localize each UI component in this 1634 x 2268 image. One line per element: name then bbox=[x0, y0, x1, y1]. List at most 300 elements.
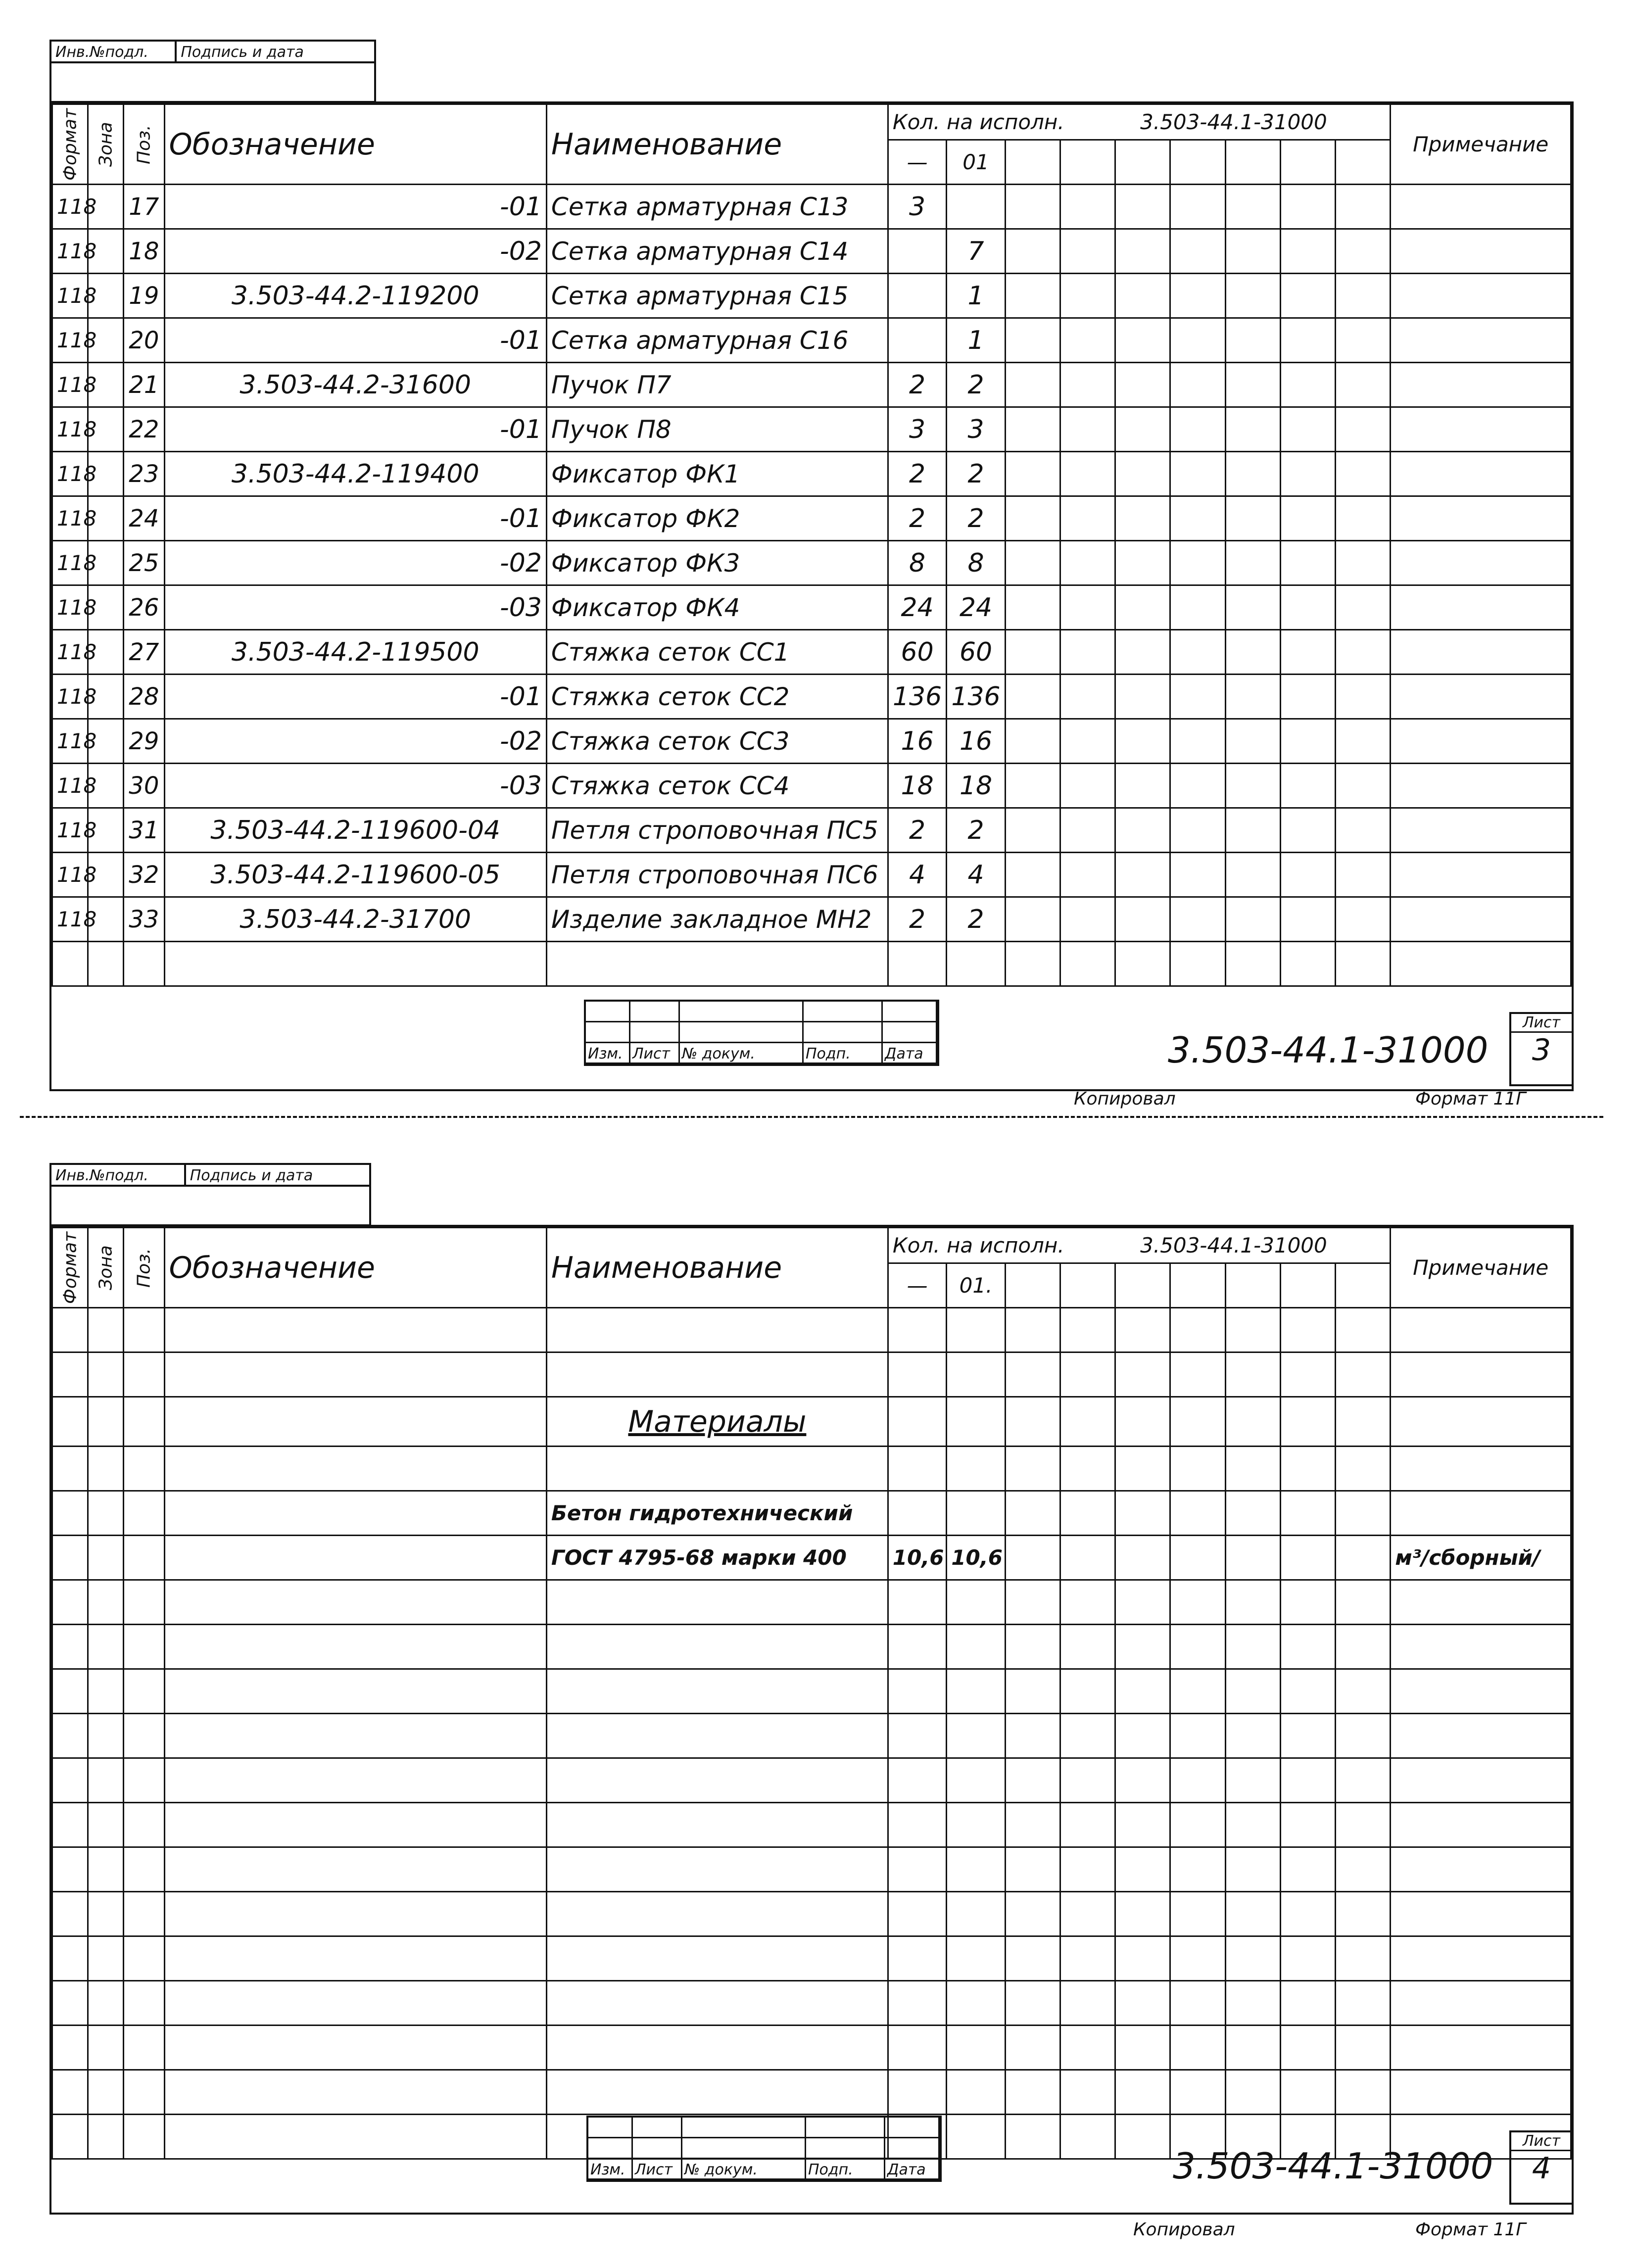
row-designation: 3.503-44.2-119600-05 bbox=[164, 853, 546, 897]
row-format: 118 bbox=[52, 229, 88, 274]
row-qty-empty bbox=[1005, 541, 1060, 585]
cell bbox=[1225, 1714, 1280, 1758]
row-name: Петля строповочная ПС6 bbox=[546, 853, 888, 897]
tb-list-4: Лист bbox=[633, 2159, 682, 2180]
tb-doc-4: № докум. bbox=[682, 2159, 806, 2180]
row-name: Стяжка сеток СС1 bbox=[546, 630, 888, 675]
row-qty-1 bbox=[888, 229, 946, 274]
row-name: Фиксатор ФК2 bbox=[546, 496, 888, 541]
row-format: 118 bbox=[52, 496, 88, 541]
row-format: 118 bbox=[52, 764, 88, 808]
cell bbox=[546, 1669, 888, 1714]
cell bbox=[88, 2026, 124, 2070]
row-designation: -01 bbox=[164, 185, 546, 229]
table-row bbox=[52, 407, 1571, 452]
cell bbox=[1005, 1669, 1060, 1714]
cell bbox=[164, 1580, 546, 1625]
col-designation-header: Обозначение bbox=[164, 104, 546, 185]
row-qty-empty bbox=[1280, 675, 1335, 719]
spec-table-3 bbox=[51, 103, 1572, 987]
cell bbox=[947, 1847, 1005, 1892]
row-format: 118 bbox=[52, 452, 88, 496]
cell bbox=[1336, 1981, 1391, 2026]
row-qty-empty bbox=[1170, 764, 1225, 808]
row-designation: 3.503-44.2-31600 bbox=[164, 363, 546, 407]
row-designation: -02 bbox=[164, 229, 546, 274]
row-qty-empty bbox=[1060, 630, 1115, 675]
cell bbox=[1060, 1669, 1115, 1714]
row-qty-empty bbox=[1060, 541, 1115, 585]
spec-sheet-4 bbox=[49, 1225, 1574, 2215]
row-qty-empty bbox=[1225, 407, 1280, 452]
cell bbox=[1391, 1580, 1571, 1625]
row-qty-empty bbox=[1005, 363, 1060, 407]
row-qty-empty bbox=[1060, 318, 1115, 363]
cell bbox=[1391, 2026, 1571, 2070]
row-qty-empty bbox=[1225, 764, 1280, 808]
table-row bbox=[52, 585, 1571, 630]
row-qty-empty bbox=[1280, 808, 1335, 853]
cell bbox=[1115, 2115, 1170, 2159]
cell bbox=[1225, 1758, 1280, 1803]
row-name: Стяжка сеток СС2 bbox=[546, 675, 888, 719]
cell bbox=[164, 1936, 546, 1981]
row-pos: 32 bbox=[124, 853, 164, 897]
cell bbox=[52, 1847, 88, 1892]
cell bbox=[1170, 1669, 1225, 1714]
cell bbox=[1336, 1936, 1391, 1981]
table-row bbox=[52, 363, 1571, 407]
cell bbox=[124, 1758, 164, 1803]
row-qty-empty bbox=[1115, 185, 1170, 229]
row-qty-empty bbox=[1336, 897, 1391, 942]
col-name-header-4: Наименование bbox=[546, 1228, 888, 1308]
row-pos: 18 bbox=[124, 229, 164, 274]
row-pos: 33 bbox=[124, 897, 164, 942]
row-qty-empty bbox=[1115, 407, 1170, 452]
row-qty-empty bbox=[1060, 897, 1115, 942]
cell bbox=[1280, 2026, 1335, 2070]
cell bbox=[947, 1669, 1005, 1714]
row-designation: 3.503-44.2-119200 bbox=[164, 274, 546, 318]
cell bbox=[1391, 1625, 1571, 1669]
row-qty-empty bbox=[1170, 363, 1225, 407]
cell bbox=[88, 1714, 124, 1758]
row-qty-1: 18 bbox=[888, 764, 946, 808]
copied-3: Копировал bbox=[1074, 1089, 1176, 1109]
sheet-number-box-3 bbox=[1509, 1012, 1574, 1086]
cell bbox=[1060, 2115, 1115, 2159]
cell bbox=[52, 2115, 88, 2159]
row-format: 118 bbox=[52, 363, 88, 407]
row-qty-empty bbox=[1170, 185, 1225, 229]
row-qty-2: 4 bbox=[947, 853, 1005, 897]
table-row-blank bbox=[52, 1892, 1571, 1936]
row-qty-empty bbox=[1060, 764, 1115, 808]
cell bbox=[1005, 2026, 1060, 2070]
cell bbox=[88, 1981, 124, 2026]
row-designation: 3.503-44.2-119400 bbox=[164, 452, 546, 496]
cell bbox=[1060, 1936, 1115, 1981]
cell bbox=[947, 1714, 1005, 1758]
cell bbox=[1005, 1714, 1060, 1758]
row-note bbox=[1391, 853, 1571, 897]
row-qty-empty bbox=[1280, 541, 1335, 585]
sheet-number-4: 4 bbox=[1532, 2151, 1551, 2186]
row-format: 118 bbox=[52, 808, 88, 853]
row-designation: 3.503-44.2-119500 bbox=[164, 630, 546, 675]
cell bbox=[546, 2026, 888, 2070]
cell bbox=[1336, 1625, 1391, 1669]
row-name: Фиксатор ФК4 bbox=[546, 585, 888, 630]
cell bbox=[947, 1981, 1005, 2026]
spec-rows-4 bbox=[52, 1308, 1571, 1580]
cell bbox=[1060, 1580, 1115, 1625]
row-qty-empty bbox=[1115, 452, 1170, 496]
row-qty-2: 8 bbox=[947, 541, 1005, 585]
row-qty-empty bbox=[1060, 229, 1115, 274]
row-name: Фиксатор ФК1 bbox=[546, 452, 888, 496]
row-qty-empty bbox=[1280, 318, 1335, 363]
cell bbox=[947, 1580, 1005, 1625]
row-qty-empty bbox=[1005, 675, 1060, 719]
cell bbox=[164, 2115, 546, 2159]
material-line-1: Бетон гидротехнический bbox=[546, 1491, 888, 1536]
title-block-4 bbox=[586, 2116, 942, 2182]
row-qty-empty bbox=[1005, 318, 1060, 363]
cell bbox=[1225, 2026, 1280, 2070]
row-note bbox=[1391, 675, 1571, 719]
row-qty-empty bbox=[1115, 675, 1170, 719]
cell bbox=[1115, 1669, 1170, 1714]
row-qty-empty bbox=[1336, 853, 1391, 897]
row-designation: -01 bbox=[164, 675, 546, 719]
row-qty-empty bbox=[1115, 808, 1170, 853]
row-pos: 21 bbox=[124, 363, 164, 407]
row-format: 118 bbox=[52, 318, 88, 363]
row-qty-empty bbox=[1005, 630, 1060, 675]
row-qty-empty bbox=[1336, 185, 1391, 229]
format-4: Формат 11Г bbox=[1415, 2220, 1526, 2240]
cell bbox=[1280, 1714, 1335, 1758]
row-qty-empty bbox=[1336, 675, 1391, 719]
cell bbox=[1115, 1803, 1170, 1847]
table-row-blank bbox=[52, 1669, 1571, 1714]
cell bbox=[947, 2070, 1005, 2115]
sheet-divider bbox=[20, 1116, 1603, 1118]
cell bbox=[947, 2115, 1005, 2159]
cell bbox=[546, 1892, 888, 1936]
cell bbox=[1336, 1803, 1391, 1847]
row-qty-empty bbox=[1225, 496, 1280, 541]
row-format: 118 bbox=[52, 630, 88, 675]
cell bbox=[1391, 1669, 1571, 1714]
cell bbox=[1225, 1936, 1280, 1981]
cell bbox=[888, 1803, 946, 1847]
cell bbox=[124, 1669, 164, 1714]
tb-doc: № докум. bbox=[680, 1043, 804, 1064]
table-row bbox=[52, 185, 1571, 229]
cell bbox=[52, 2026, 88, 2070]
cell bbox=[888, 1981, 946, 2026]
material-q1: 10,6 bbox=[888, 1536, 946, 1580]
table-row bbox=[52, 541, 1571, 585]
row-qty-empty bbox=[1170, 496, 1225, 541]
material-line-2: ГОСТ 4795-68 марки 400 bbox=[546, 1536, 888, 1580]
qty-col-2-4: 01. bbox=[947, 1263, 1005, 1308]
row-pos: 22 bbox=[124, 407, 164, 452]
row-note bbox=[1391, 719, 1571, 764]
row-qty-empty bbox=[1115, 496, 1170, 541]
row-qty-empty bbox=[1060, 719, 1115, 764]
row-qty-1: 2 bbox=[888, 496, 946, 541]
cell bbox=[1005, 1936, 1060, 1981]
cell bbox=[888, 1580, 946, 1625]
row-name: Стяжка сеток СС3 bbox=[546, 719, 888, 764]
stamp-upper bbox=[49, 40, 376, 63]
cell bbox=[124, 2070, 164, 2115]
row-qty-empty bbox=[1005, 496, 1060, 541]
row-qty-2: 136 bbox=[947, 675, 1005, 719]
col-zone-header: Зона bbox=[88, 104, 124, 185]
cell bbox=[1005, 1625, 1060, 1669]
table-row bbox=[52, 719, 1571, 764]
row-qty-empty bbox=[1225, 719, 1280, 764]
cell bbox=[546, 1936, 888, 1981]
row-pos: 29 bbox=[124, 719, 164, 764]
row-qty-empty bbox=[1225, 808, 1280, 853]
row-qty-2: 1 bbox=[947, 318, 1005, 363]
row-qty-empty bbox=[1280, 229, 1335, 274]
col-format-header-4: Формат bbox=[52, 1228, 88, 1308]
cell bbox=[52, 1669, 88, 1714]
row-qty-1: 3 bbox=[888, 407, 946, 452]
col-pos-header: Поз. bbox=[124, 104, 164, 185]
col-zone-header-4: Зона bbox=[88, 1228, 124, 1308]
tb-date: Дата bbox=[883, 1043, 937, 1064]
row-qty-empty bbox=[1225, 185, 1280, 229]
row-qty-empty bbox=[1005, 764, 1060, 808]
cell bbox=[124, 1803, 164, 1847]
row-qty-empty bbox=[1225, 853, 1280, 897]
table-row bbox=[52, 318, 1571, 363]
cell bbox=[1170, 1847, 1225, 1892]
row-qty-empty bbox=[1280, 363, 1335, 407]
cell bbox=[1005, 2070, 1060, 2115]
cell bbox=[52, 1758, 88, 1803]
cell bbox=[947, 1803, 1005, 1847]
cell bbox=[88, 1669, 124, 1714]
row-qty-empty bbox=[1115, 318, 1170, 363]
row-qty-empty bbox=[1280, 897, 1335, 942]
row-pos: 28 bbox=[124, 675, 164, 719]
row-format: 118 bbox=[52, 274, 88, 318]
row-qty-empty bbox=[1060, 185, 1115, 229]
row-qty-empty bbox=[1115, 274, 1170, 318]
cell bbox=[164, 1758, 546, 1803]
cell bbox=[1115, 1758, 1170, 1803]
cell bbox=[1060, 1981, 1115, 2026]
cell bbox=[1280, 1981, 1335, 2026]
cell bbox=[1115, 1625, 1170, 1669]
row-format: 118 bbox=[52, 897, 88, 942]
row-qty-empty bbox=[1115, 897, 1170, 942]
row-note bbox=[1391, 808, 1571, 853]
cell bbox=[546, 1580, 888, 1625]
tb-izm-4: Изм. bbox=[588, 2159, 633, 2180]
row-qty-empty bbox=[1170, 675, 1225, 719]
cell bbox=[124, 1847, 164, 1892]
cell bbox=[52, 1892, 88, 1936]
doc-code-3: 3.503-44.1-31000 bbox=[1168, 1029, 1489, 1071]
qty-title-4: Кол. на исполн. bbox=[892, 1233, 1064, 1257]
row-qty-1: 60 bbox=[888, 630, 946, 675]
row-qty-empty bbox=[1115, 719, 1170, 764]
sheet-number-3: 3 bbox=[1532, 1033, 1551, 1067]
cell bbox=[1060, 1714, 1115, 1758]
row-qty-empty bbox=[1280, 764, 1335, 808]
row-qty-1: 2 bbox=[888, 363, 946, 407]
row-qty-2: 2 bbox=[947, 363, 1005, 407]
row-designation: -01 bbox=[164, 407, 546, 452]
row-qty-empty bbox=[1115, 764, 1170, 808]
row-note bbox=[1391, 764, 1571, 808]
row-qty-2: 2 bbox=[947, 808, 1005, 853]
row-qty-2: 1 bbox=[947, 274, 1005, 318]
row-qty-empty bbox=[1225, 274, 1280, 318]
row-qty-empty bbox=[1170, 719, 1225, 764]
row-qty-2: 2 bbox=[947, 496, 1005, 541]
row-format: 118 bbox=[52, 585, 88, 630]
row-pos: 31 bbox=[124, 808, 164, 853]
row-qty-empty bbox=[1005, 897, 1060, 942]
row-designation: 3.503-44.2-31700 bbox=[164, 897, 546, 942]
table-row-blank bbox=[52, 1580, 1571, 1625]
row-qty-empty bbox=[1115, 630, 1170, 675]
row-qty-empty bbox=[1336, 541, 1391, 585]
row-qty-empty bbox=[1170, 318, 1225, 363]
material-q2: 10,6 bbox=[947, 1536, 1005, 1580]
cell bbox=[52, 2070, 88, 2115]
row-designation: -03 bbox=[164, 764, 546, 808]
row-name: Стяжка сеток СС4 bbox=[546, 764, 888, 808]
cell bbox=[1170, 1625, 1225, 1669]
cell bbox=[1005, 1580, 1060, 1625]
qty-doc: 3.503-44.1-31000 bbox=[1140, 110, 1327, 134]
row-note bbox=[1391, 452, 1571, 496]
row-qty-empty bbox=[1336, 407, 1391, 452]
cell bbox=[1005, 1892, 1060, 1936]
stamp-lower-blank bbox=[49, 1187, 371, 1226]
row-qty-empty bbox=[1005, 853, 1060, 897]
row-qty-empty bbox=[1005, 808, 1060, 853]
cell bbox=[1060, 1758, 1115, 1803]
cell bbox=[888, 1892, 946, 1936]
row-qty-empty bbox=[1170, 274, 1225, 318]
row-qty-2 bbox=[947, 185, 1005, 229]
row-qty-2: 3 bbox=[947, 407, 1005, 452]
cell bbox=[52, 1580, 88, 1625]
row-pos: 20 bbox=[124, 318, 164, 363]
row-qty-empty bbox=[1170, 897, 1225, 942]
row-qty-empty bbox=[1060, 363, 1115, 407]
cell bbox=[1336, 1714, 1391, 1758]
row-qty-empty bbox=[1060, 675, 1115, 719]
row-qty-empty bbox=[1280, 407, 1335, 452]
cell bbox=[164, 1625, 546, 1669]
row-qty-2: 2 bbox=[947, 452, 1005, 496]
cell bbox=[1280, 1669, 1335, 1714]
row-note bbox=[1391, 229, 1571, 274]
title-block-3 bbox=[584, 1000, 939, 1066]
qty-col-2: 01 bbox=[947, 140, 1005, 185]
cell bbox=[1391, 1892, 1571, 1936]
cell bbox=[546, 1625, 888, 1669]
row-pos: 24 bbox=[124, 496, 164, 541]
cell bbox=[52, 1981, 88, 2026]
cell bbox=[947, 2026, 1005, 2070]
row-qty-empty bbox=[1005, 185, 1060, 229]
cell bbox=[1336, 1669, 1391, 1714]
cell bbox=[88, 1580, 124, 1625]
cell bbox=[1060, 1892, 1115, 1936]
cell bbox=[124, 1981, 164, 2026]
cell bbox=[1280, 1580, 1335, 1625]
cell bbox=[1280, 1758, 1335, 1803]
cell bbox=[1280, 2070, 1335, 2115]
row-note bbox=[1391, 185, 1571, 229]
row-qty-empty bbox=[1170, 808, 1225, 853]
cell bbox=[546, 1714, 888, 1758]
row-note bbox=[1391, 541, 1571, 585]
row-qty-empty bbox=[1225, 675, 1280, 719]
row-qty-1: 8 bbox=[888, 541, 946, 585]
cell bbox=[1170, 1714, 1225, 1758]
row-name: Сетка арматурная С15 bbox=[546, 274, 888, 318]
row-qty-empty bbox=[1280, 452, 1335, 496]
row-qty-empty bbox=[1115, 541, 1170, 585]
cell bbox=[1280, 1847, 1335, 1892]
table-row-blank bbox=[52, 1981, 1571, 2026]
row-pos: 19 bbox=[124, 274, 164, 318]
row-note bbox=[1391, 363, 1571, 407]
row-qty-empty bbox=[1115, 229, 1170, 274]
col-pos-header-4: Поз. bbox=[124, 1228, 164, 1308]
row-qty-empty bbox=[1060, 808, 1115, 853]
cell bbox=[164, 2070, 546, 2115]
cell bbox=[88, 2115, 124, 2159]
cell bbox=[124, 1580, 164, 1625]
row-note bbox=[1391, 407, 1571, 452]
row-name: Петля строповочная ПС5 bbox=[546, 808, 888, 853]
cell bbox=[164, 1981, 546, 2026]
col-note-header-4: Примечание bbox=[1391, 1228, 1571, 1308]
cell bbox=[1060, 2070, 1115, 2115]
row-format: 118 bbox=[52, 853, 88, 897]
row-qty-empty bbox=[1225, 585, 1280, 630]
spec-blank-rows-4 bbox=[52, 1580, 1571, 2159]
cell bbox=[1115, 1580, 1170, 1625]
row-qty-empty bbox=[1115, 585, 1170, 630]
table-row-blank bbox=[52, 1936, 1571, 1981]
cell bbox=[888, 1625, 946, 1669]
table-row bbox=[52, 274, 1571, 318]
cell bbox=[1170, 1758, 1225, 1803]
row-qty-empty bbox=[1225, 229, 1280, 274]
row-qty-empty bbox=[1005, 719, 1060, 764]
cell bbox=[1391, 1758, 1571, 1803]
row-name: Сетка арматурная С16 bbox=[546, 318, 888, 363]
